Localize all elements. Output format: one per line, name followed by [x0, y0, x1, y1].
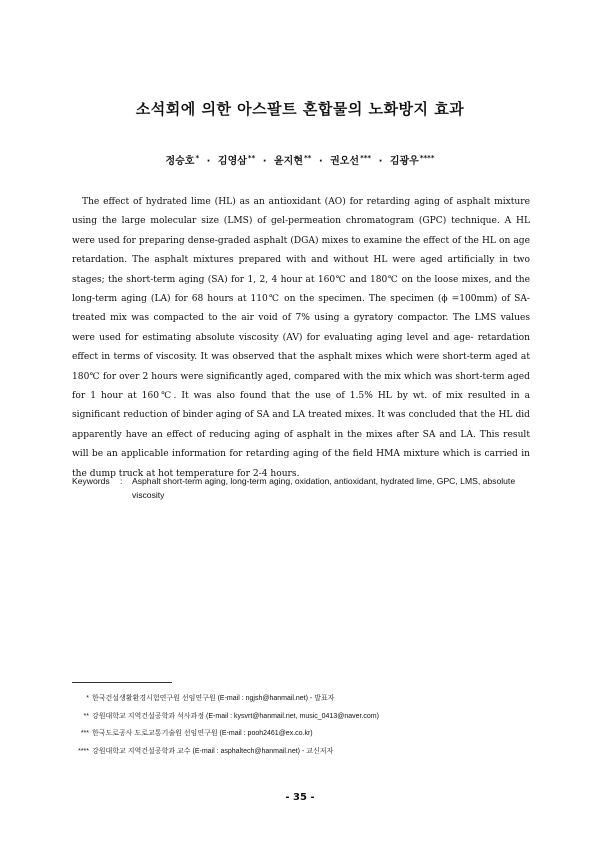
author-affiliation-mark: ** [304, 154, 312, 162]
footnote-text: 한국도로공사 도로교통기술원 선임연구원 (E-mail : pooh2461@ex.co.kr) [92, 730, 313, 737]
footnote-mark: **** [78, 747, 89, 755]
author-affiliation-mark: *** [360, 154, 372, 162]
author-name: 김영삼** [217, 154, 256, 167]
author-name: 윤지현** [274, 154, 312, 167]
author-name: 권오선*** [330, 154, 372, 167]
author-name: 정승호* [165, 154, 200, 167]
keywords-text: Asphalt short-term aging, long-term aging, oxidation, antioxidant, hydrated lime, GPC, LMS, absolute viscosity [132, 476, 516, 500]
author-separator: · [318, 156, 323, 167]
footnote-text: 한국건설생활환경시험연구원 선임연구원 (E-mail : ngjsh@hanmail.net) - 발표자 [92, 695, 335, 702]
author-separator: · [262, 156, 267, 167]
footnote-text: 강원대학교 지역건설공학과 교수 (E-mail : asphaltech@hanmail.net) - 교신저자 [92, 747, 334, 755]
footnote-mark: * [86, 695, 89, 702]
footnote-item [72, 743, 530, 761]
footnote-mark: ** [83, 712, 89, 720]
footnote-divider [72, 682, 172, 683]
author-affiliation-mark: **** [419, 154, 435, 162]
keywords-label: Keywords [72, 476, 110, 486]
author-affiliation-mark: ** [247, 154, 256, 162]
footnote-item [72, 690, 530, 708]
author-list [0, 152, 600, 167]
footnote-mark: *** [80, 730, 89, 737]
footnote-item [72, 725, 530, 743]
keywords-block [72, 474, 530, 502]
keywords-colon: : [120, 476, 123, 486]
paper-title: 소석회에 의한 아스팔트 혼합물의 노화방지 효과 [135, 100, 465, 118]
author-separator: · [378, 156, 383, 167]
footnote-item [72, 708, 530, 726]
footnote-text: 강원대학교 지역건설공학과 석사과정 (E-mail : kysvrt@hanmail.net, music_0413@naver.com) [92, 712, 379, 720]
footnotes [72, 690, 530, 760]
author-name: 김광우**** [389, 154, 435, 167]
author-separator: · [206, 156, 211, 167]
page-number: - 35 - [285, 792, 315, 803]
abstract-paragraph: The effect of hydrated lime (HL) as an antioxidant (AO) for retarding aging of asphalt mixture using the large molecular size (LMS) of gel-permeation chromatogram (GPC) technique. A HL were used for preparing dense-graded asphalt (DGA) mixes to examine the effect of the HL on age retardation. The asphalt mixtures prepared with and without HL were aged artificially in two stages; the short-term aging (SA) for 1, 2, 4 hour at 160℃ and 180℃ on the loose mixes, and the long-term aging (LA) for 68 hours at 110℃ on the specimen. The specimen (ϕ =100mm) of SA-treated mix was compacted to the air void of 7% using a gyratory compactor. The LMS values were used for estimating absolute viscosity (AV) for evaluating aging level and age- retardation effect in terms of viscosity. It was observed that the asphalt mixes which were short-term aged at 180℃ for over 2 hours were significantly aged, compared with the mix which was short-term aged for 1 hour at 160℃. It was also found that the use of 1.5% HL by wt. of mix resulted in a significant reduction of binder aging of SA and LA treated mixes. It was concluded that the HL did apparently have an effect of reducing aging of asphalt in the mixes after SA and LA. This result will be an applicable information for retarding aging of the field HMA mixture which is carried in the dump truck at hot temperature for 2-4 hours. [72, 197, 530, 479]
author-affiliation-mark: * [195, 154, 200, 162]
